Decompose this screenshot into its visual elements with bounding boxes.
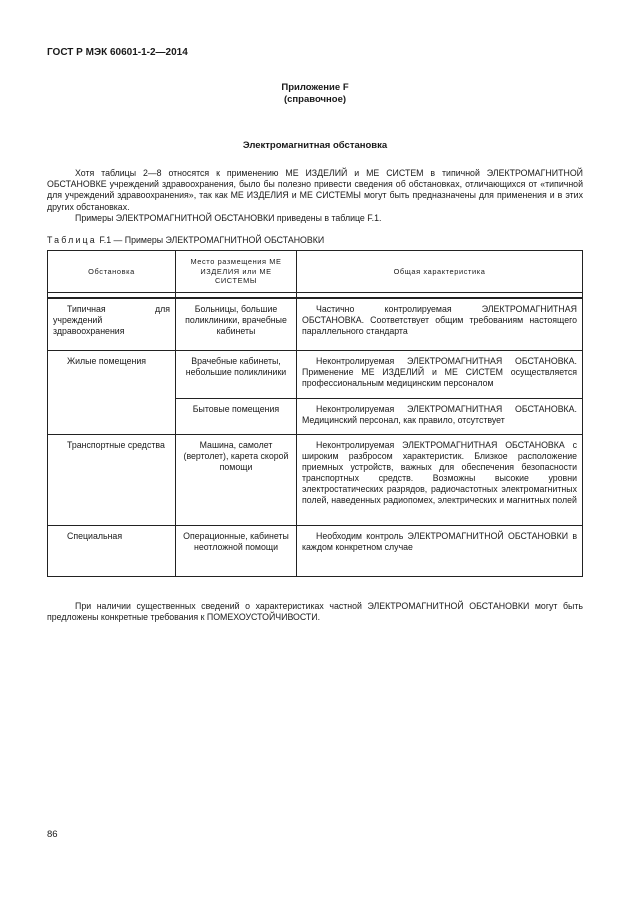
row-characteristic: Частично контролируемая ЭЛЕКТРОМАГНИТНАЯ ОБСТАНОВКА. Соответствует общим требованиям настоящего параллельного стандарта	[302, 304, 577, 336]
table-caption-text: F.1 — Примеры ЭЛЕКТРОМАГНИТНОЙ ОБСТАНОВКИ	[99, 235, 325, 245]
table-row	[48, 298, 583, 351]
row-characteristic: Неконтролируемая ЭЛЕКТРОМАГНИТНАЯ ОБСТАНОВКА с широким разбросом характеристик. Близкое расположение приемных устройств, важных для обеспечения безопасности транспортных средств. Возможны высокие уровни электростатических разрядов, радиочастотных электромагнитных полей, наведенных радиопомех, электрических и магнитных полей	[302, 440, 577, 505]
table-header-row	[48, 251, 583, 293]
intro-paragraph-2: Примеры ЭЛЕКТРОМАГНИТНОЙ ОБСТАНОВКИ приведены в таблице F.1.	[75, 212, 382, 223]
row-location: Врачебные кабинеты, небольшие поликлиники	[176, 351, 297, 399]
row-location: Больницы, большие поликлиники, врачебные кабинеты	[176, 298, 297, 351]
row-characteristic: Неконтролируемая ЭЛЕКТРОМАГНИТНАЯ ОБСТАНОВКА. Медицинский персонал, как правило, отсутствует	[302, 404, 577, 425]
row-characteristic: Неконтролируемая ЭЛЕКТРОМАГНИТНАЯ ОБСТАНОВКА. Применение МЕ ИЗДЕЛИЙ и МЕ СИСТЕМ осуществляется профессиональным медицинским персоналом	[302, 356, 577, 388]
header-environment: Обстановка	[48, 251, 176, 293]
section-title: Электромагнитная обстановка	[242, 140, 388, 151]
annex-subtitle: (справочное)	[283, 94, 347, 105]
intro-paragraph-1: Хотя таблицы 2—8 относятся к применению МЕ ИЗДЕЛИЙ и МЕ СИСТЕМ в типичной ЭЛЕКТРОМАГНИТНОЙ ОБСТАНОВКЕ учреждений здравоохранения, было бы полезно привести сведения об обстановках, отличающихся от «типичной для учреждений здравоохранения», так как МЕ ИЗДЕЛИЯ и МЕ СИСТЕМЫ могут быть предназначены для применения и в этих других обстановках.	[47, 168, 583, 212]
document-header: ГОСТ Р МЭК 60601-1-2—2014	[47, 47, 188, 58]
row-location: Операционные, кабинеты неотложной помощи	[176, 526, 297, 577]
closing-paragraph: При наличии существенных сведений о характеристиках частной ЭЛЕКТРОМАГНИТНОЙ ОБСТАНОВКИ могут быть предложены конкретные требования к ПОМЕХОУСТОЙЧИВОСТИ.	[47, 601, 583, 623]
row-environment: Специальная	[67, 531, 123, 541]
row-location: Бытовые помещения	[176, 399, 297, 435]
environments-table	[47, 250, 583, 577]
annex-heading	[0, 82, 630, 106]
table-caption	[47, 235, 324, 245]
table-row	[48, 435, 583, 526]
row-characteristic: Необходим контроль ЭЛЕКТРОМАГНИТНОЙ ОБСТАНОВКИ в каждом конкретном случае	[302, 531, 577, 552]
row-environment: Транспортные средства	[67, 440, 165, 450]
header-location: Место размещения МЕ ИЗДЕЛИЯ или МЕ СИСТЕМЫ	[176, 251, 297, 293]
table-row	[48, 351, 583, 399]
table-caption-label: Таблица	[47, 235, 97, 245]
header-characteristic: Общая характеристика	[297, 251, 583, 293]
row-environment: Типичная для учреждений здравоохранения	[53, 304, 170, 336]
row-location: Машина, самолет (вертолет), карета скорой помощи	[176, 435, 297, 526]
page-number: 86	[47, 829, 58, 840]
row-environment: Жилые помещения	[67, 356, 146, 366]
annex-title: Приложение F	[281, 82, 349, 93]
intro-text	[47, 168, 583, 224]
table-row	[48, 526, 583, 577]
